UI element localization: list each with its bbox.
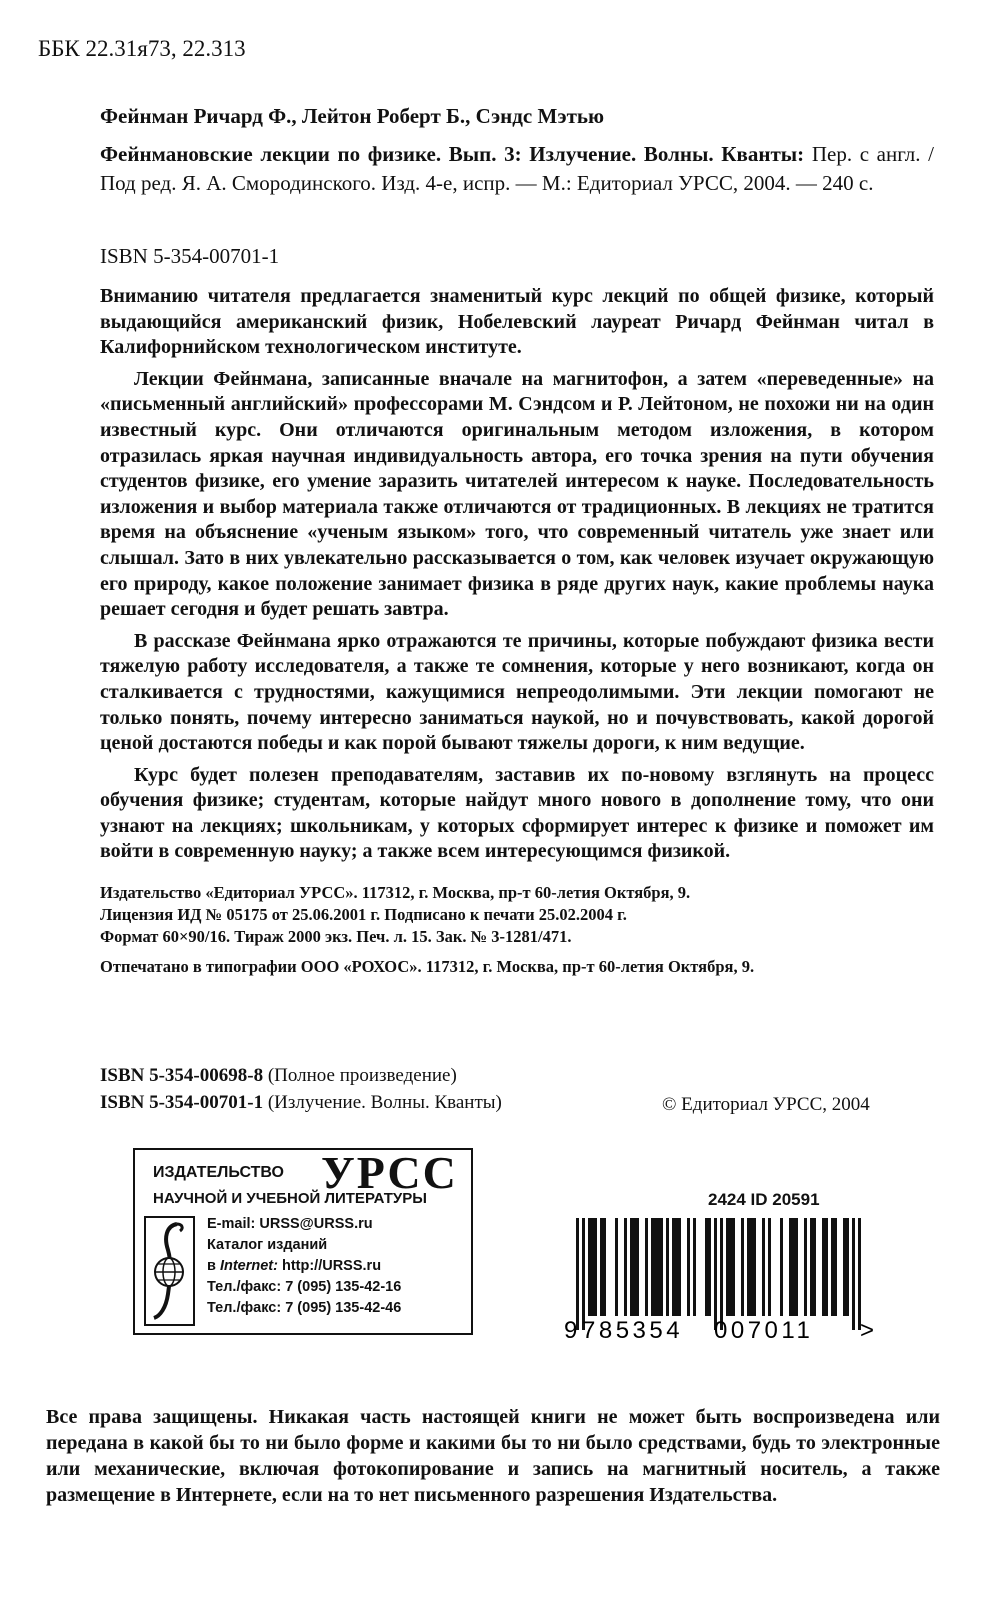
barcode-bar	[732, 1218, 735, 1316]
imprint	[100, 882, 934, 978]
book-title-block	[100, 140, 934, 198]
barcode-bar	[750, 1218, 753, 1316]
isbn-main: ISBN 5-354-00701-1	[100, 244, 280, 268]
barcode-bar	[666, 1218, 669, 1316]
barcode-bar	[858, 1218, 861, 1330]
barcode-bar	[843, 1218, 846, 1316]
isbn-part-number: ISBN 5-354-00701-1	[100, 1092, 264, 1113]
barcode-bar	[615, 1218, 618, 1316]
rights-notice: Все права защищены. Никакая часть настоящей книги не может быть воспроизведена или передана в какой бы то ни было форме и какими бы то ни было средствами, будь то электронные или механические, включая фотокопирование и запись на магнитный носитель, а также размещение в Интернете, если на то нет письменного разрешения Издательства.	[46, 1406, 940, 1506]
barcode-bar	[576, 1218, 579, 1330]
imprint-printed: Отпечатано в типографии ООО «РОХОС». 117312, г. Москва, пр-т 60-летия Октября, 9.	[100, 957, 755, 976]
barcode-left-digits: 785354	[582, 1317, 684, 1344]
barcode-bar	[846, 1218, 849, 1316]
barcode-arrow: >	[860, 1317, 875, 1344]
publisher-phone-1: Тел./факс: 7 (095) 135-42-16	[207, 1279, 402, 1295]
barcode-bar	[603, 1218, 606, 1316]
isbn-part-note: (Излучение. Волны. Кванты)	[263, 1092, 502, 1113]
publisher-email: E-mail: URSS@URSS.ru	[207, 1216, 373, 1232]
book-title: Фейнмановские лекции по физике. Вып. 3: Излучение. Волны. Кванты:	[100, 142, 805, 166]
barcode-bar	[657, 1218, 660, 1316]
barcode-bar	[729, 1218, 732, 1316]
isbn-full-line	[100, 1062, 502, 1089]
barcode-bar	[789, 1218, 792, 1316]
barcode-bar	[747, 1218, 750, 1316]
barcode-bar	[600, 1218, 603, 1316]
barcode-bar	[693, 1218, 696, 1316]
barcode-bar	[624, 1218, 627, 1316]
publisher-subtitle: НАУЧНОЙ И УЧЕБНОЙ ЛИТЕРАТУРЫ	[153, 1190, 427, 1207]
imprint-format: Формат 60×90/16. Тираж 2000 экз. Печ. л. 15. Зак. № 3-1281/471.	[100, 927, 572, 946]
publisher-header	[145, 1147, 461, 1218]
barcode-bar	[822, 1218, 825, 1316]
barcode-bar	[636, 1218, 639, 1316]
publisher-box	[133, 1148, 473, 1335]
isbn-full-number: ISBN 5-354-00698-8	[100, 1065, 264, 1086]
isbn-block	[100, 1062, 502, 1116]
annotation-paragraph: Курс будет полезен преподавателям, заставив их по-новому взглянуть на процесс обучения физике; студентам, которые найдут много нового в дополнение тому, что они узнают на лекциях; школьникам, у которых сформирует интерес к физике и поможет им войти в современную науку; а также всем интересующимся физикой.	[100, 763, 934, 863]
barcode-bar	[714, 1218, 717, 1330]
annotation-paragraph: В рассказе Фейнмана ярко отражаются те причины, которые побуждают физика вести тяжелую работу исследователя, а также те сомнения, которые у него возникают, когда он сталкивается с трудностями, кажущимися непреодолимыми. Эти лекции помогают не только понять, почему интересно заниматься наукой, но и почувствовать, какой дорогой ценой достаются победы и как порой бывают тяжелы дороги, к ним ведущие.	[100, 629, 934, 755]
barcode-bar	[768, 1218, 771, 1316]
publisher-brand-logo: УРСС	[321, 1147, 458, 1198]
publisher-internet: в Internet: http://URSS.ru	[207, 1258, 382, 1274]
internet-label: Internet:	[219, 1258, 278, 1274]
imprint-publisher: Издательство «Едиториал УРСС». 117312, г. Москва, пр-т 60-летия Октября, 9.	[100, 883, 691, 902]
publisher-contacts	[207, 1214, 401, 1319]
barcode-bar	[678, 1218, 681, 1316]
barcode-bar	[645, 1218, 648, 1316]
barcode-bar	[834, 1218, 837, 1316]
barcode-bar	[792, 1218, 795, 1316]
barcode-bar	[654, 1218, 657, 1316]
annotation	[100, 284, 934, 865]
annotation-paragraph: Вниманию читателя предлагается знаменитый курс лекций по общей физике, который выдающийся американский физик, Нобелевский лауреат Ричард Фейнман читал в Калифорнийском технологическом институте.	[100, 285, 934, 359]
barcode-bar	[591, 1218, 594, 1316]
barcode-bar	[672, 1218, 675, 1316]
barcode-bar	[720, 1218, 723, 1330]
barcode-bar	[588, 1218, 591, 1316]
barcode-bar	[762, 1218, 765, 1316]
book-publication-info: Пер. с англ. / Под ред. Я. А. Смородинского. Изд. 4-е, испр. — М.: Едиториал УРСС, 2004. — 240 с.	[100, 142, 934, 195]
barcode-bar	[651, 1218, 654, 1316]
isbn-full-note: (Полное произведение)	[263, 1065, 457, 1086]
barcode-bar	[726, 1218, 729, 1316]
barcode-bar	[705, 1218, 708, 1316]
bbk-code: ББК 22.31я73, 22.313	[38, 36, 246, 61]
barcode-bar	[633, 1218, 636, 1316]
authors: Фейнман Ричард Ф., Лейтон Роберт Б., Сэндс Мэтью	[100, 104, 605, 128]
barcode-bar	[852, 1218, 855, 1330]
barcode-id: 2424 ID 20591	[708, 1190, 820, 1209]
barcode-bar	[804, 1218, 807, 1316]
barcode-bar	[594, 1218, 597, 1316]
publisher-izd-label: ИЗДАТЕЛЬСТВО	[153, 1164, 284, 1181]
barcode-bar	[753, 1218, 756, 1316]
barcode-right-digits: 007011	[714, 1317, 814, 1344]
publisher-phone-2: Тел./факс: 7 (095) 135-42-46	[207, 1300, 402, 1316]
barcode-bar	[708, 1218, 711, 1316]
barcode-bar	[687, 1218, 690, 1316]
barcode-bar	[630, 1218, 633, 1316]
barcode-bar	[780, 1218, 783, 1316]
barcode-bar	[810, 1218, 813, 1316]
publisher-catalog: Каталог изданий	[207, 1237, 328, 1253]
barcode-bar	[660, 1218, 663, 1316]
barcode-bar	[675, 1218, 678, 1316]
barcode-bar	[795, 1218, 798, 1316]
barcode-bar	[825, 1218, 828, 1316]
internet-url: http://URSS.ru	[277, 1258, 382, 1274]
isbn-part-line	[100, 1089, 502, 1116]
publisher-globe-logo-icon	[144, 1216, 195, 1326]
copyright: © Едиториал УРСС, 2004	[662, 1094, 870, 1115]
barcode-bar	[741, 1218, 744, 1316]
isbn-barcode	[560, 1214, 890, 1344]
barcode-bar	[831, 1218, 834, 1316]
barcode-bar	[582, 1218, 585, 1330]
barcode-bars	[576, 1218, 861, 1330]
barcode-bar	[813, 1218, 816, 1316]
barcode-first-digit: 9	[564, 1317, 578, 1344]
imprint-license: Лицензия ИД № 05175 от 25.06.2001 г. Подписано к печати 25.02.2004 г.	[100, 905, 627, 924]
annotation-paragraph: Лекции Фейнмана, записанные вначале на магнитофон, а затем «переведенные» на «письменный английский» профессорами М. Сэндсом и Р. Лейтоном, не похожи ни на один известный курс. Они отличаются оригинальным методом изложения, в котором отразилась яркая научная индивидуальность автора, его точка зрения на пути обучения студентов физике, его умение заразить читателей интересом к науке. Последовательность изложения и выбор материала также отличаются от традиционных. В лекциях не тратится время на объяснение «ученым языком» того, что современный читатель уже знает или слышал. Зато в них увлекательно рассказывается о том, как человек изучает окружающую его природу, какое положение занимает физика в ряде других наук, какие проблемы наука решает сегодня и будет решать завтра.	[100, 367, 934, 621]
